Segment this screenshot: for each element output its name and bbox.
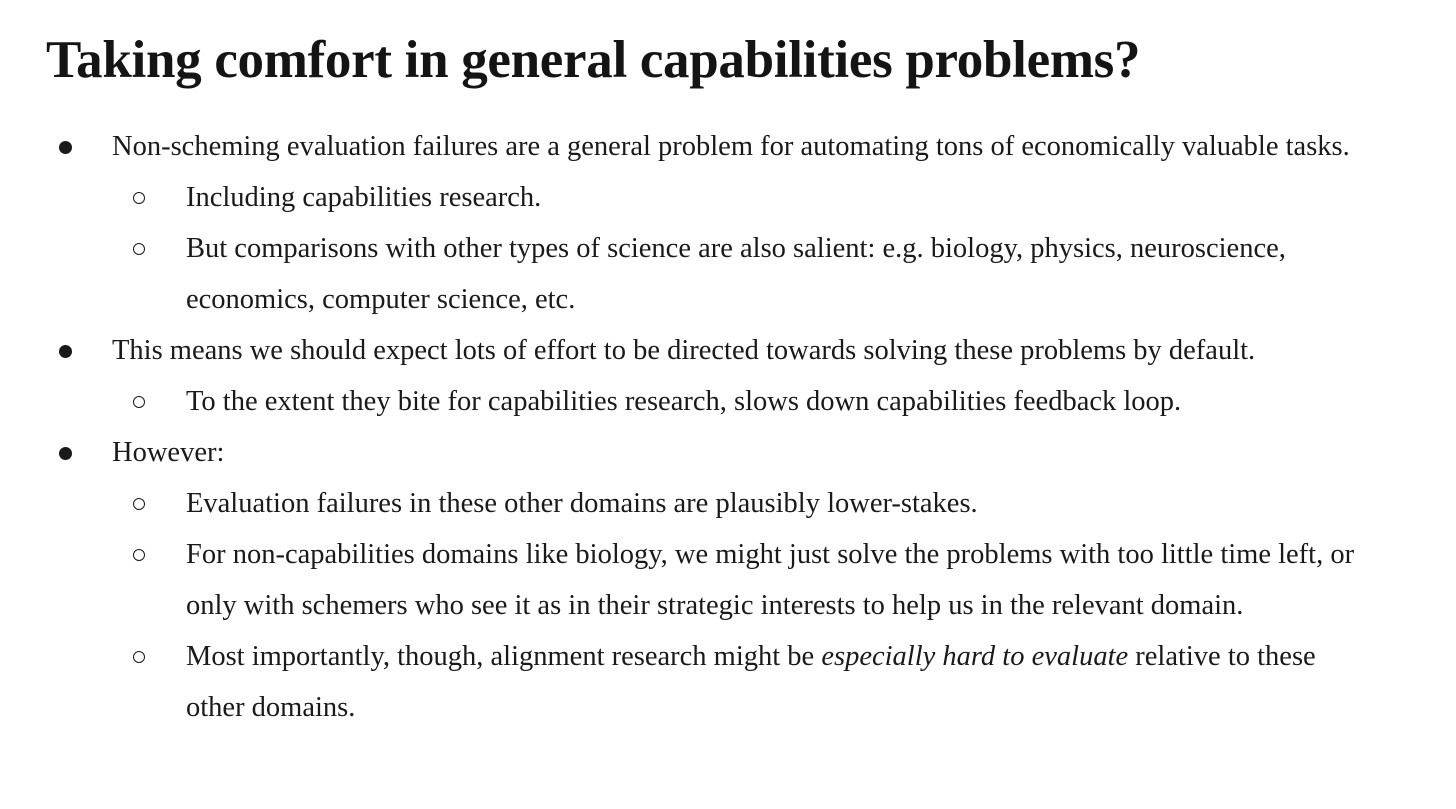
sub-bullet-item-2-1 (0, 376, 1456, 427)
sub-bullet-text-line-2: only with schemers who see it as in their strategic interests to help us in the relevant domain. (186, 590, 1244, 621)
bullet-text: This means we should expect lots of effort to be directed towards solving these problems by default. (112, 335, 1256, 366)
bullet-list (0, 121, 1456, 733)
hollow-bullet-icon (131, 529, 149, 580)
hollow-bullet-icon (131, 478, 149, 529)
sub-bullet-text-before: Most importantly, though, alignment research might be (186, 641, 822, 672)
sub-bullet-text-line-1 (186, 631, 1316, 682)
emphasis-text: especially hard to evaluate (821, 641, 1129, 672)
hollow-bullet-icon (131, 223, 149, 274)
sub-bullet-item-1-2 (0, 223, 1456, 274)
sub-bullet-item-3-3 (0, 631, 1456, 682)
sub-bullet-item-3-3-continued (0, 682, 1456, 733)
sub-bullet-item-3-1 (0, 478, 1456, 529)
bullet-item-2 (0, 325, 1456, 376)
sub-bullet-item-3-2-continued (0, 580, 1456, 631)
filled-bullet-icon (57, 325, 75, 376)
slide-title: Taking comfort in general capabilities problems? (46, 31, 1141, 89)
sub-bullet-item-1-1 (0, 172, 1456, 223)
bullet-item-3 (0, 427, 1456, 478)
filled-bullet-icon (57, 121, 75, 172)
hollow-bullet-icon (131, 172, 149, 223)
hollow-bullet-icon (131, 631, 149, 682)
sub-bullet-text: Evaluation failures in these other domains are plausibly lower-stakes. (186, 488, 978, 519)
sub-bullet-text-line-2: other domains. (186, 692, 356, 723)
bullet-item-1 (0, 121, 1456, 172)
hollow-bullet-icon (131, 376, 149, 427)
sub-bullet-text-line-1: For non-capabilities domains like biology, we might just solve the problems with too little time left, or (186, 539, 1355, 570)
bullet-text: However: (112, 437, 225, 468)
sub-bullet-text-after: relative to these (1128, 641, 1316, 672)
sub-bullet-text: Including capabilities research. (186, 182, 542, 213)
sub-bullet-text-line-1: But comparisons with other types of science are also salient: e.g. biology, physics, neuroscience, (186, 233, 1286, 264)
filled-bullet-icon (57, 427, 75, 478)
sub-bullet-item-3-2 (0, 529, 1456, 580)
sub-bullet-item-1-2-continued (0, 274, 1456, 325)
bullet-text: Non-scheming evaluation failures are a general problem for automating tons of economically valuable tasks. (112, 131, 1350, 162)
sub-bullet-text: To the extent they bite for capabilities research, slows down capabilities feedback loop. (186, 386, 1182, 417)
sub-bullet-text-line-2: economics, computer science, etc. (186, 284, 576, 315)
